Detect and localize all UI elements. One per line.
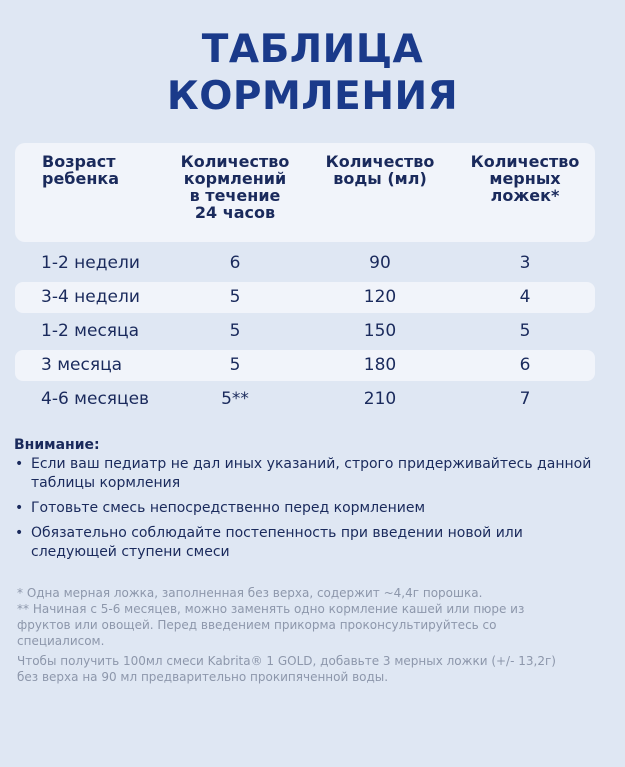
cell-water: 120	[363, 287, 397, 307]
cell-age: 3 месяца	[41, 355, 123, 375]
table-row	[15, 350, 595, 381]
header-spoons: Количество мерных ложек*	[470, 152, 580, 205]
cell-feedings: 5**	[221, 389, 249, 409]
cell-spoons: 3	[519, 253, 531, 273]
cell-water: 180	[363, 355, 397, 375]
table-header-row	[15, 143, 595, 242]
cell-spoons: 6	[519, 355, 531, 375]
page-title	[0, 26, 625, 120]
footnote-complementary: ** Начиная с 5-6 месяцев, можно заменять одно кормление кашей или пюре из фруктов или овощей. Перед введением прикорма проконсультируйтесь со специалисом.	[17, 602, 525, 648]
cell-water: 90	[369, 253, 391, 273]
list-item	[14, 499, 604, 518]
title-line-1: ТАБЛИЦА	[201, 27, 424, 72]
cell-spoons: 7	[519, 389, 531, 409]
list-item	[14, 524, 604, 562]
header-feedings: Количество кормлений в течение 24 часов	[180, 152, 290, 222]
cell-age: 1-2 месяца	[41, 321, 140, 341]
bullet-icon: •	[15, 456, 24, 472]
header-water: Количество воды (мл)	[325, 152, 435, 188]
table-row	[15, 316, 595, 347]
cell-feedings: 5	[229, 321, 241, 341]
bullet-icon: •	[15, 500, 24, 516]
bullet-icon: •	[15, 525, 24, 541]
footnote-preparation: Чтобы получить 100мл смеси Kabrita® 1 GOLD, добавьте 3 мерных ложки (+/- 13,2г) без верха на 90 мл предварительно прокипяченной воды.	[17, 654, 556, 684]
title-line-2: КОРМЛЕНИЯ	[166, 74, 459, 119]
attention-title: Внимание:	[14, 437, 100, 453]
cell-feedings: 5	[229, 355, 241, 375]
table-row	[15, 248, 595, 279]
cell-spoons: 4	[519, 287, 531, 307]
cell-water: 150	[363, 321, 397, 341]
attention-section	[14, 436, 604, 562]
attention-text: Обязательно соблюдайте постепенность при введении новой или следующей ступени смеси	[31, 525, 523, 560]
attention-text: Если ваш педиатр не дал иных указаний, строго придерживайтесь данной таблицы кормления	[31, 456, 592, 491]
header-age: Возраст ребенка	[42, 152, 120, 188]
cell-age: 1-2 недели	[41, 253, 140, 273]
footnotes	[17, 585, 557, 685]
cell-feedings: 6	[229, 253, 241, 273]
cell-age: 4-6 месяцев	[41, 389, 150, 409]
cell-feedings: 5	[229, 287, 241, 307]
cell-age: 3-4 недели	[41, 287, 140, 307]
table-row	[15, 282, 595, 313]
list-item	[14, 455, 604, 493]
attention-text: Готовьте смесь непосредственно перед кормлением	[31, 500, 426, 516]
table-row	[15, 384, 595, 415]
cell-water: 210	[363, 389, 397, 409]
cell-spoons: 5	[519, 321, 531, 341]
footnote-spoon: * Одна мерная ложка, заполненная без верха, содержит ~4,4г порошка.	[17, 586, 483, 600]
